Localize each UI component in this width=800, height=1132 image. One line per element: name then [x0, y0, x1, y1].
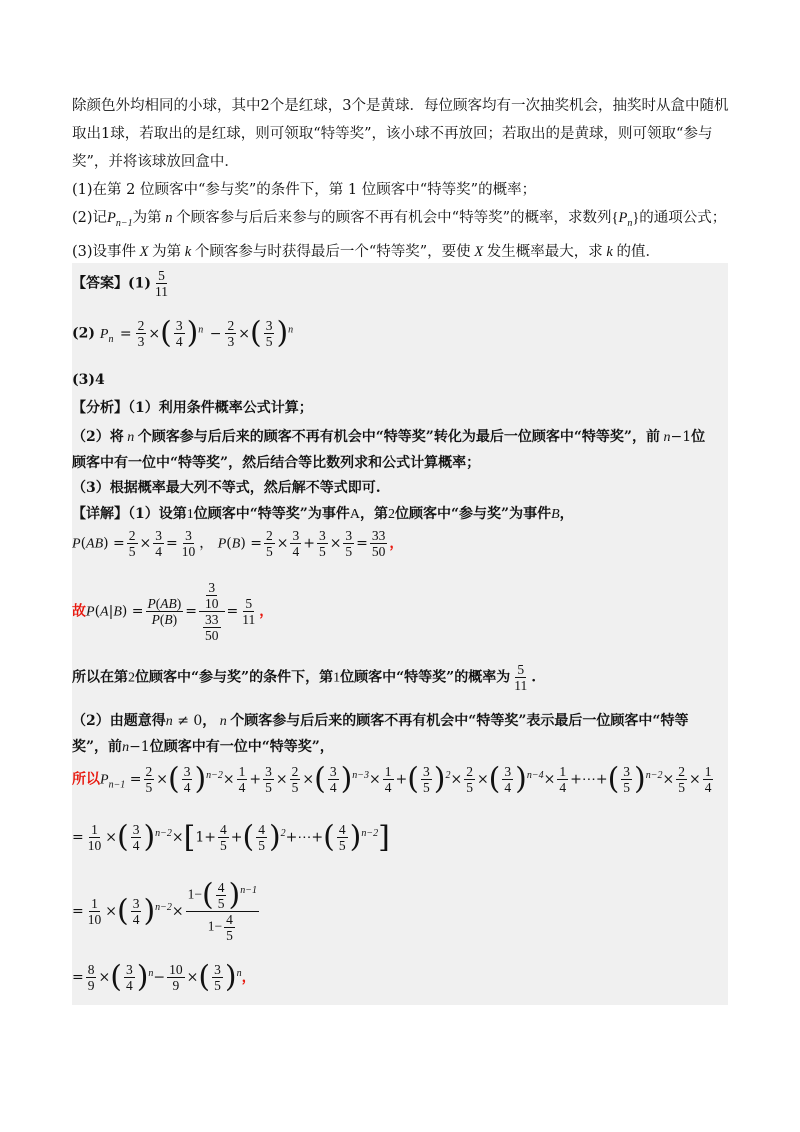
detail-part2-line-1: （2）由题意得n ≠ 0， n 个顾客参与后后来的顾客不再有机会中“特等奖”表示最后一位顾客中“特等: [72, 713, 689, 729]
detail-line-1: 【详解】（1）设第1位顾客中“特等奖”为事件A，第2位顾客中“参与奖”为事件B，: [72, 506, 574, 522]
detail-part2-line-2: 奖”，前n−1位顾客中有一位中“特等奖”，: [72, 739, 334, 755]
answer-2: (2) $P_n$ = $\frac{2}{3}$ ×( $\frac{3}{4}$ )$^n$ − $\frac{2}{3}$ ×( $\frac{3}{5}$ )$^n$: [72, 315, 294, 351]
question-3: (3)设事件 X 为第 k 个顾客参与时获得最后一个“特等奖”，要使 X 发生概率最大，求 k 的值．: [72, 243, 660, 260]
detail-step-1: = $\frac{1}{10}$ ×( $\frac{3}{4}$ )$^{n-2}$×[1+ $\frac{4}{5}$ +( $\frac{4}{5}$ )$^2$+⋯+( $\frac{4}{5}$ )$^{n-2}$]: [72, 819, 390, 855]
detail-conditional-eq: 故P(A|B) = $\frac{P(AB)}{P(B)}$ = $\frac{\frac{3}{10}}{\frac{33}{50}}$ = $\frac{5}{11}$ ，: [72, 580, 274, 643]
question-1: (1)在第 2 位顾客中“参与奖”的条件下，第 1 位顾客中“特等奖”的概率；: [72, 182, 537, 198]
detail-step-3: = $\frac{8}{9}$ ×( $\frac{3}{4}$ )$^n$− $\frac{10}{9}$ ×( $\frac{3}{5}$ )$^n$，: [72, 959, 256, 995]
detail-prob-eq: P(AB) = $\frac{2}{5}$ × $\frac{3}{4}$ = $\frac{3}{10}$ ， P(B) = $\frac{2}{5}$ × $\frac{3}{4}$ + $\frac{3}{5}$ × $\frac{3}{5}$ = $\frac{33}{50}$ ，: [72, 528, 404, 559]
problem-line-1: 除颜色外均相同的小球，其中2个是红球，3个是黄球．每位顾客均有一次抽奖机会，抽奖时从盒中随机: [72, 98, 729, 114]
detail-step-2: = $\frac{1}{10}$ ×( $\frac{3}{4}$ )$^{n-2}$× 1−( $\frac{4}{5}$ )$^{n-1}$ 1− $\frac{4}{5}$: [72, 877, 257, 943]
problem-line-2: 取出1球，若取出的是红球，则可领取“特等奖”，该小球不再放回；若取出的是黄球，则可领取“参与: [72, 126, 713, 142]
problem-statement: [72, 92, 728, 266]
problem-line-3: 奖”，并将该球放回盒中．: [72, 154, 239, 170]
detail-conclusion-1: 所以在第2位顾客中“参与奖”的条件下，第1位顾客中“特等奖”的概率为 $\frac{5}{11}$ .: [72, 662, 537, 693]
detail-sum-eq: 所以$P_{n-1}$ = $\frac{2}{5}$ ×( $\frac{3}{4}$ )$^{n-2}$× $\frac{1}{4}$ + $\frac{3}{5}$ × $\frac{2}{5}$ ×( $\frac{3}{4}$ )$^{n-3}$× $\frac{1}{4}$ +( $\frac{3}{5}$ )$^2$× $\frac{2}{5}$ ×( $\frac{3}{4}$ )$^{n-4}$× $\frac{1}{4}$ +⋯+( $\frac{3}{5}$ )$^{n-2}$× $\frac{2}{5}$ × $\frac{1}{4}$: [72, 761, 712, 797]
analysis-line-1: 【分析】（1）利用条件概率公式计算；: [72, 400, 313, 416]
analysis-line-4: （3）根据概率最大列不等式，然后解不等式即可.: [72, 480, 381, 496]
analysis-line-2: （2）将 n 个顾客参与后后来的顾客不再有机会中“特等奖”转化为最后一位顾客中“特等奖”，前 n−1位: [72, 429, 706, 445]
answer-1: 【答案】(1) $\frac{5}{11}$: [72, 268, 168, 299]
analysis-line-3: 顾客中有一位中“特等奖”，然后结合等比数列求和公式计算概率；: [72, 455, 481, 471]
question-2: (2)记$P_{n-1}$为第 n 个顾客参与后后来参与的顾客不再有机会中“特等奖”的概率，求数列$\{P_n\}$的通项公式；: [72, 210, 727, 229]
answer-3: (3)4: [72, 372, 105, 388]
